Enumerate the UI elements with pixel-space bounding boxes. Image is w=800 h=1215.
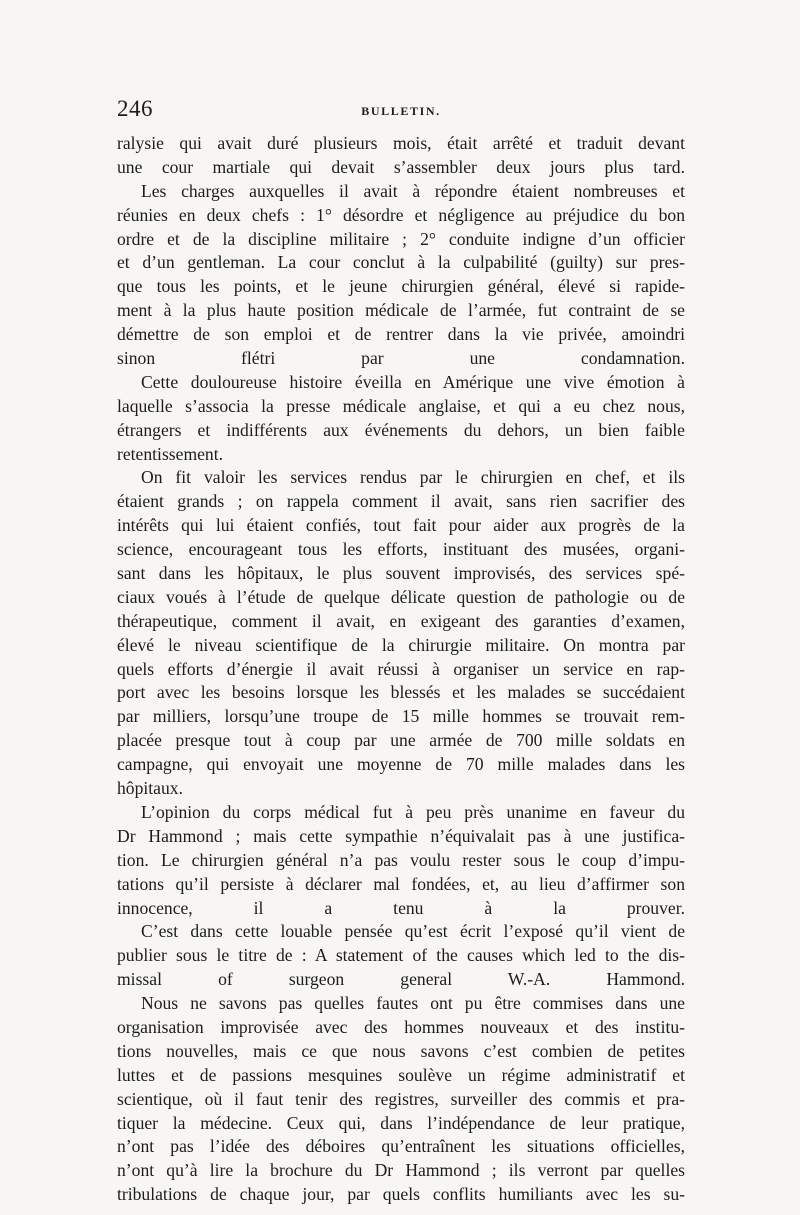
text-line: Dr Hammond ; mais cette sympathie n’équivalait pas à une justifica- (117, 825, 685, 846)
text-line: quels efforts d’énergie il avait réussi à organiser un service en rap- (117, 658, 685, 679)
text-line: laquelle s’associa la presse médicale anglaise, et qui a eu chez nous, (117, 395, 685, 416)
text-line: ment à la plus haute position médicale de l’armée, fut contraint de se (117, 300, 685, 321)
text-line: luttes et de passions mesquines soulève un régime administratif et (117, 1064, 685, 1085)
text-line: ciaux voués à l’étude de quelque délicate question de pathologie ou de (117, 586, 685, 607)
text-line: par milliers, lorsqu’une troupe de 15 mille hommes se trouvait rem- (117, 706, 685, 727)
text-line: ralysie qui avait duré plusieurs mois, était arrêté et traduit devant (117, 133, 685, 153)
text-line: tions nouvelles, mais ce que nous savons c’est combien de petites (117, 1040, 685, 1061)
text-line: et d’un gentleman. La cour conclut à la culpabilité (guilty) sur pres- (117, 252, 685, 273)
text-line: que tous les points, et le jeune chirurgien général, élevé si rapide- (117, 276, 685, 297)
text-line: campagne, qui envoyait une moyenne de 70 mille malades dans les (117, 754, 685, 775)
text-line: innocence, il a tenu à la prouver. (117, 897, 685, 918)
text-line: retentissement. (117, 443, 224, 464)
text-line: placée presque tout à coup par une armée de 700 mille soldats en (117, 730, 685, 751)
text-line: démettre de son emploi et de rentrer dans la vie privée, amoindri (117, 324, 685, 345)
text-line: On fit valoir les services rendus par le chirurgien en chef, et ils (141, 467, 685, 488)
text-line: C’est dans cette louable pensée qu’est écrit l’exposé qu’il vient de (141, 921, 685, 942)
text-line: organisation improvisée avec des hommes nouveaux et des institu- (117, 1016, 685, 1037)
text-line: tribulations de chaque jour, par quels conflits humiliants avec les su- (117, 1184, 685, 1205)
text-line: n’ont qu’à lire la brochure du Dr Hammond ; ils verront par quelles (117, 1160, 685, 1181)
text-line: Les charges auxquelles il avait à répondre étaient nombreuses et (141, 180, 685, 201)
text-line: réunies en deux chefs : 1° désordre et négligence au préjudice du bon (117, 204, 685, 225)
running-head: BULLETIN. (361, 104, 441, 118)
text-line: ordre et de la discipline militaire ; 2° conduite indigne d’un officier (117, 228, 685, 249)
text-line: étaient grands ; on rappela comment il avait, sans rien sacrifier des (117, 491, 685, 512)
text-line: tations qu’il persiste à déclarer mal fondées, et, au lieu d’affirmer son (117, 873, 685, 894)
text-line: missal of surgeon general W.-A. Hammond. (117, 969, 685, 990)
text-line: n’ont pas l’idée des déboires qu’entraînent les situations officielles, (117, 1136, 685, 1157)
text-line: Nous ne savons pas quelles fautes ont pu être commises dans une (141, 993, 685, 1014)
text-line: L’opinion du corps médical fut à peu près unanime en faveur du (141, 801, 685, 822)
text-line: étrangers et indifférents aux événements du dehors, un bien faible (117, 419, 685, 440)
text-line: thérapeutique, comment il avait, en exigeant des garanties d’examen, (117, 610, 685, 631)
text-line: scientique, où il faut tenir des registres, surveiller des commis et pra- (117, 1088, 685, 1109)
text-line: Cette douloureuse histoire éveilla en Amérique une vive émotion à (141, 371, 685, 392)
text-line: tiquer la médecine. Ceux qui, dans l’indépendance de leur pratique, (117, 1112, 685, 1133)
text-line: élevé le niveau scientifique de la chirurgie militaire. On montra par (117, 634, 685, 655)
text-line: tion. Le chirurgien général n’a pas voulu rester sous le coup d’impu- (117, 849, 685, 870)
page-number: 246 (117, 96, 153, 121)
text-line: hôpitaux. (117, 778, 183, 799)
text-line: une cour martiale qui devait s’assembler deux jours plus tard. (117, 156, 685, 177)
text-line: science, encourageant tous les efforts, instituant des musées, organi- (117, 539, 685, 560)
text-line: sinon flétri par une condamnation. (117, 348, 685, 369)
text-line: intérêts qui lui étaient confiés, tout fait pour aider aux progrès de la (117, 515, 685, 536)
text-line: publier sous le titre de : A statement of the causes which led to the dis- (117, 945, 685, 966)
text-line: sant dans les hôpitaux, le plus souvent improvisés, des services spé- (117, 563, 685, 584)
page-header (117, 96, 685, 126)
text-line: port avec les besoins lorsque les blessés et les malades se succédaient (117, 682, 685, 703)
body-text (117, 132, 685, 1207)
